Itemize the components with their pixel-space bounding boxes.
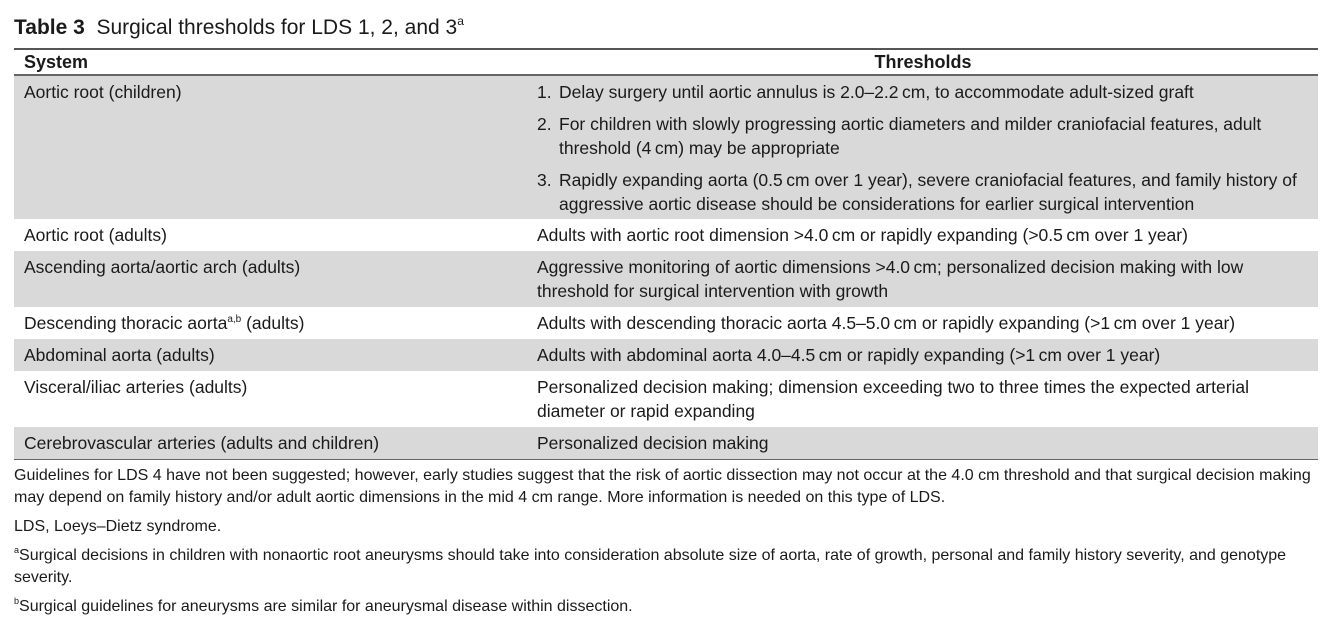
table-row (14, 427, 1318, 459)
bottom-rule (14, 459, 1318, 461)
item-text: Rapidly expanding aorta (0.5 cm over 1 year), severe craniofacial features, and family history of aggressive aortic disease should be considerations for earlier surgical intervention (559, 169, 1297, 214)
system-cell: Abdominal aorta (adults) (24, 344, 215, 365)
table-notes (14, 465, 1314, 618)
table-header (14, 50, 1318, 74)
header-thresholds: Thresholds (874, 51, 972, 72)
footnote-b-mark: b (14, 596, 20, 606)
table-row (14, 307, 1318, 339)
item-number: 1. (537, 81, 552, 102)
system-cell: Visceral/iliac arteries (adults) (24, 376, 248, 397)
table-row (14, 219, 1318, 251)
list-item (537, 80, 1308, 104)
footnote-b (14, 596, 1314, 618)
table-row (14, 251, 1318, 307)
system-cell: Cerebrovascular arteries (adults and children) (24, 432, 380, 453)
system-cell: Ascending aorta/aortic arch (adults) (24, 256, 301, 277)
footnote-b-text: Surgical guidelines for aneurysms are similar for aneurysmal disease within dissection. (19, 598, 633, 615)
system-cell: Aortic root (children) (24, 81, 182, 102)
table-title (14, 14, 464, 42)
footnote-a-text: Surgical decisions in children with nonaortic root aneurysms should take into consideration absolute size of aorta, rate of growth, personal and family history severity, and genotype severity. (14, 547, 1287, 586)
title-footnote-mark: a (457, 14, 464, 28)
threshold-list (537, 80, 1308, 216)
system-cell (14, 311, 537, 335)
list-item (537, 112, 1308, 160)
table-row (14, 371, 1318, 427)
threshold-cell: Adults with aortic root dimension >4.0 cm or rapidly expanding (>0.5 cm over 1 year) (537, 224, 1188, 245)
threshold-cell (537, 80, 1318, 216)
system-name: Descending thoracic aorta (24, 312, 228, 333)
item-text: For children with slowly progressing aortic diameters and milder craniofacial features, adult threshold (4 cm) may be appropriate (559, 113, 1262, 158)
system-cell: Aortic root (adults) (24, 224, 167, 245)
system-qualifier: (adults) (241, 312, 305, 333)
threshold-cell: Personalized decision making (537, 432, 769, 453)
threshold-cell: Personalized decision making; dimension exceeding two to three times the expected arterial diameter or rapid expanding (537, 376, 1250, 421)
table-row (14, 76, 1318, 219)
table-number: Table 3 (14, 16, 85, 39)
thresholds-table (14, 48, 1318, 460)
table-row (14, 339, 1318, 371)
item-number: 3. (537, 169, 552, 190)
table-caption: Surgical thresholds for LDS 1, 2, and 3 (96, 16, 458, 39)
item-text: Delay surgery until aortic annulus is 2.0–2.2 cm, to accommodate adult-sized graft (559, 81, 1194, 102)
footnote-marks: a,b (227, 313, 242, 325)
note-general: Guidelines for LDS 4 have not been suggested; however, early studies suggest that the risk of aortic dissection may not occur at the 4.0 cm threshold and that surgical decision making may depend on family history and/or adult aortic dimensions in the mid 4 cm range. More information is needed on this type of LDS. (14, 467, 1311, 506)
item-number: 2. (537, 113, 552, 134)
threshold-cell: Adults with descending thoracic aorta 4.5–5.0 cm or rapidly expanding (>1 cm over 1 year) (537, 312, 1236, 333)
header-system: System (24, 51, 89, 72)
note-abbreviations: LDS, Loeys–Dietz syndrome. (14, 518, 222, 535)
footnote-a-mark: a (14, 545, 20, 555)
footnote-a (14, 545, 1314, 589)
list-item (537, 168, 1308, 216)
threshold-cell: Adults with abdominal aorta 4.0–4.5 cm or rapidly expanding (>1 cm over 1 year) (537, 344, 1161, 365)
threshold-cell: Aggressive monitoring of aortic dimensions >4.0 cm; personalized decision making with low threshold for surgical intervention with growth (537, 256, 1244, 301)
